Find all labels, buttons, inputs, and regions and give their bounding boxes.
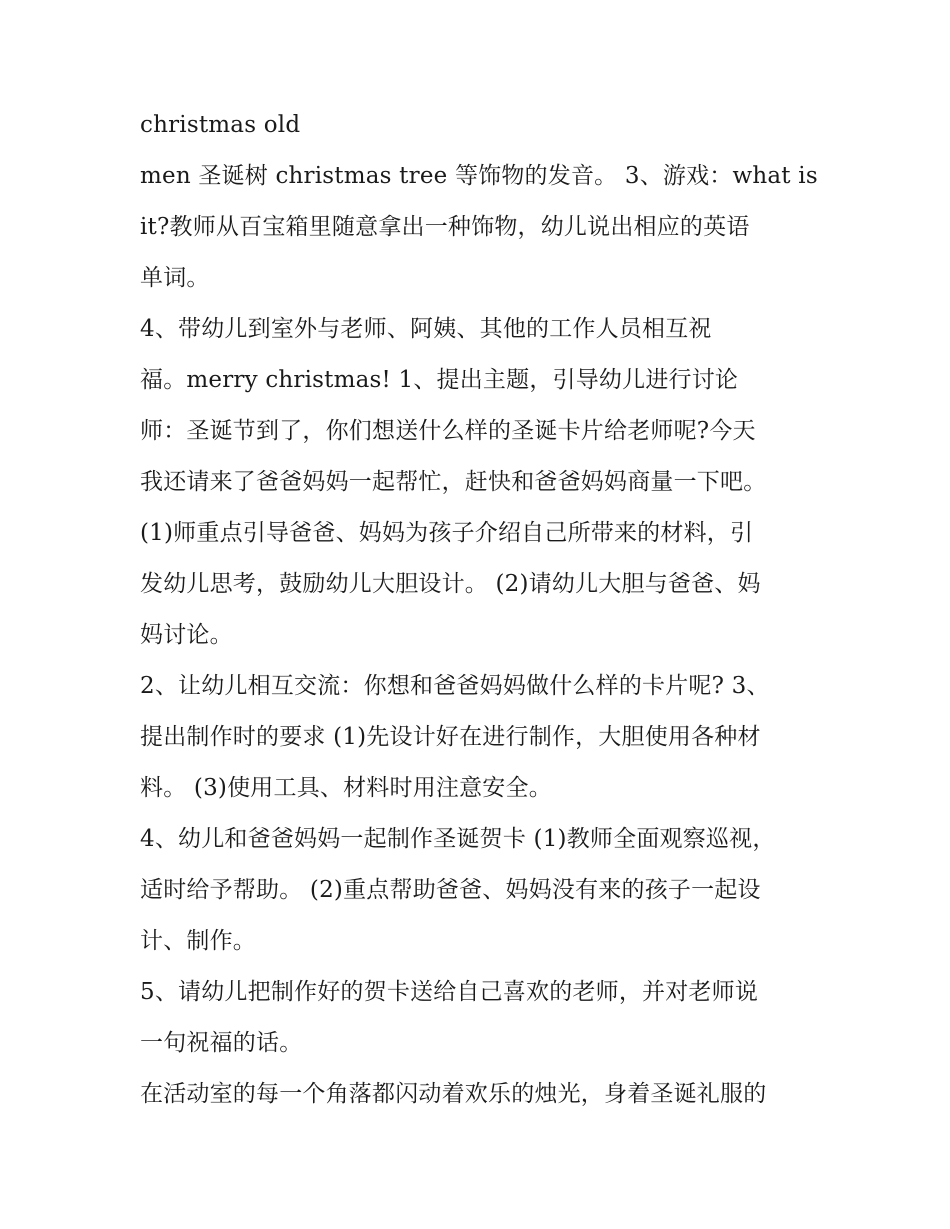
text-line: men 圣诞树 christmas tree 等饰物的发音。 3、游戏：what is xyxy=(140,163,818,189)
text-line: 在活动室的每一个角落都闪动着欢乐的烛光，身着圣诞礼服的 xyxy=(140,1081,767,1107)
text-line: 提出制作时的要求 (1)先设计好在进行制作，大胆使用各种材 xyxy=(140,724,761,750)
text-line: 料。 (3)使用工具、材料时用注意安全。 xyxy=(140,775,552,801)
text-line: 计、制作。 xyxy=(140,928,256,954)
text-line: 5、请幼儿把制作好的贺卡送给自己喜欢的老师，并对老师说 xyxy=(140,979,759,1005)
text-line: 师：圣诞节到了，你们想送什么样的圣诞卡片给老师呢?今天 xyxy=(140,418,756,444)
text-line: 福。merry christmas! 1、提出主题，引导幼儿进行讨论 xyxy=(140,367,739,393)
text-line: it?教师从百宝箱里随意拿出一种饰物，幼儿说出相应的英语 xyxy=(140,214,750,240)
text-line: 单词。 xyxy=(140,265,210,291)
text-line: 妈讨论。 xyxy=(140,622,233,648)
text-line: 4、幼儿和爸爸妈妈一起制作圣诞贺卡 (1)教师全面观察巡视， xyxy=(140,826,776,852)
document-body xyxy=(140,100,840,1120)
text-line: 发幼儿思考，鼓励幼儿大胆设计。 (2)请幼儿大胆与爸爸、妈 xyxy=(140,571,761,597)
text-line: 我还请来了爸爸妈妈一起帮忙，赶快和爸爸妈妈商量一下吧。 xyxy=(140,469,767,495)
text-line: christmas old xyxy=(140,112,301,138)
text-line: 适时给予帮助。 (2)重点帮助爸爸、妈妈没有来的孩子一起设 xyxy=(140,877,761,903)
text-line: 4、带幼儿到室外与老师、阿姨、其他的工作人员相互祝 xyxy=(140,316,712,342)
text-line: 2、让幼儿相互交流：你想和爸爸妈妈做什么样的卡片呢? 3、 xyxy=(140,673,770,699)
text-line: (1)师重点引导爸爸、妈妈为孩子介绍自己所带来的材料，引 xyxy=(140,520,754,546)
text-line: 一句祝福的话。 xyxy=(140,1030,303,1056)
